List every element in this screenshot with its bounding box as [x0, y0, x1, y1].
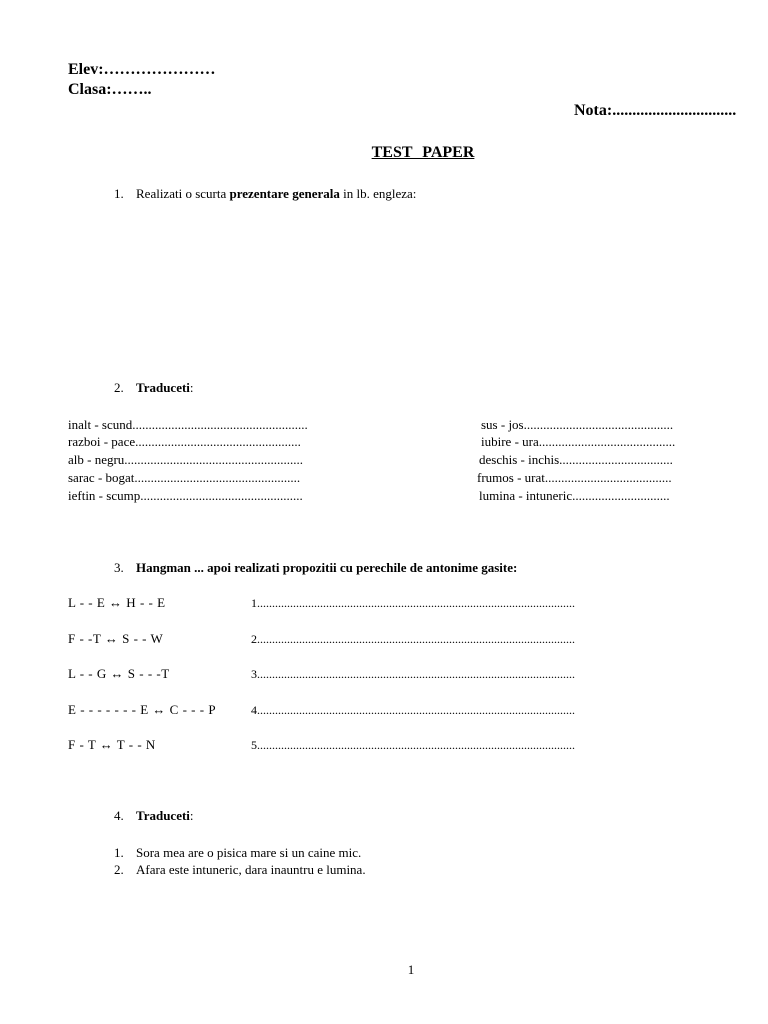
translate-item-left: ieftin - scump..................................................	[68, 488, 303, 503]
sentence-number: 1.	[114, 845, 124, 860]
question-text: Realizati o scurta	[136, 186, 230, 201]
translate-item-right: sus - jos..............................................	[481, 417, 674, 432]
question-number: 4.	[114, 808, 124, 823]
question-label: Traduceti	[136, 808, 190, 823]
translate-item-right: lumina - intuneric..............................	[479, 488, 670, 503]
question-4	[114, 808, 194, 824]
student-name-field: Elev:…………………	[68, 61, 216, 78]
translate-item-left: sarac - bogat...................................................	[68, 470, 301, 485]
class-field: Clasa:……..	[68, 81, 152, 98]
hangman-pair: L - - E ↔ H - - E	[68, 595, 166, 610]
question-text: in lb. engleza:	[339, 186, 417, 201]
answer-line: 2..........................................................................................................	[251, 632, 575, 646]
page-number: 1	[407, 962, 415, 977]
translate-item-left: inalt - scund......................................................	[68, 417, 308, 432]
question-colon: :	[189, 380, 194, 395]
sentence-item	[114, 862, 366, 878]
sentence-number: 2.	[114, 862, 124, 877]
translate-item-left: razboi - pace...................................................	[68, 434, 301, 449]
question-1	[114, 186, 416, 202]
page-title: TEST PAPER	[371, 144, 475, 161]
sentence-item	[114, 845, 361, 861]
translate-item-right: deschis - inchis...................................	[479, 452, 673, 467]
sentence-text: Sora mea are o pisica mare si un caine mic.	[136, 845, 362, 860]
answer-line: 4..........................................................................................................	[251, 703, 575, 717]
question-number: 3.	[114, 560, 124, 575]
question-label: Hangman ... apoi realizati propozitii cu perechile de antonime gasite:	[136, 560, 518, 575]
question-number: 2.	[114, 380, 124, 395]
sentence-text: Afara este intuneric, dara inauntru e lumina.	[136, 862, 366, 877]
question-colon: :	[189, 808, 194, 823]
answer-line: 1..........................................................................................................	[251, 596, 575, 610]
hangman-pair: F - -T ↔ S - - W	[68, 631, 164, 646]
hangman-pair: L - - G ↔ S - - -T	[68, 666, 170, 681]
translate-item-left: alb - negru.......................................................	[68, 452, 304, 467]
translate-item-right: frumos - urat.......................................	[477, 470, 672, 485]
answer-line: 5..........................................................................................................	[251, 738, 575, 752]
question-number: 1.	[114, 186, 124, 201]
translate-item-right: iubire - ura..........................................	[481, 434, 676, 449]
question-label: Traduceti	[136, 380, 190, 395]
hangman-pair: F - T ↔ T - - N	[68, 737, 156, 752]
answer-line: 3..........................................................................................................	[251, 667, 575, 681]
hangman-pair: E - - - - - - - E ↔ C - - - P	[68, 702, 217, 717]
question-2	[114, 380, 194, 396]
question-3	[114, 560, 517, 576]
question-text-bold: prezentare generala	[229, 186, 340, 201]
grade-field: Nota:...............................	[574, 102, 737, 119]
